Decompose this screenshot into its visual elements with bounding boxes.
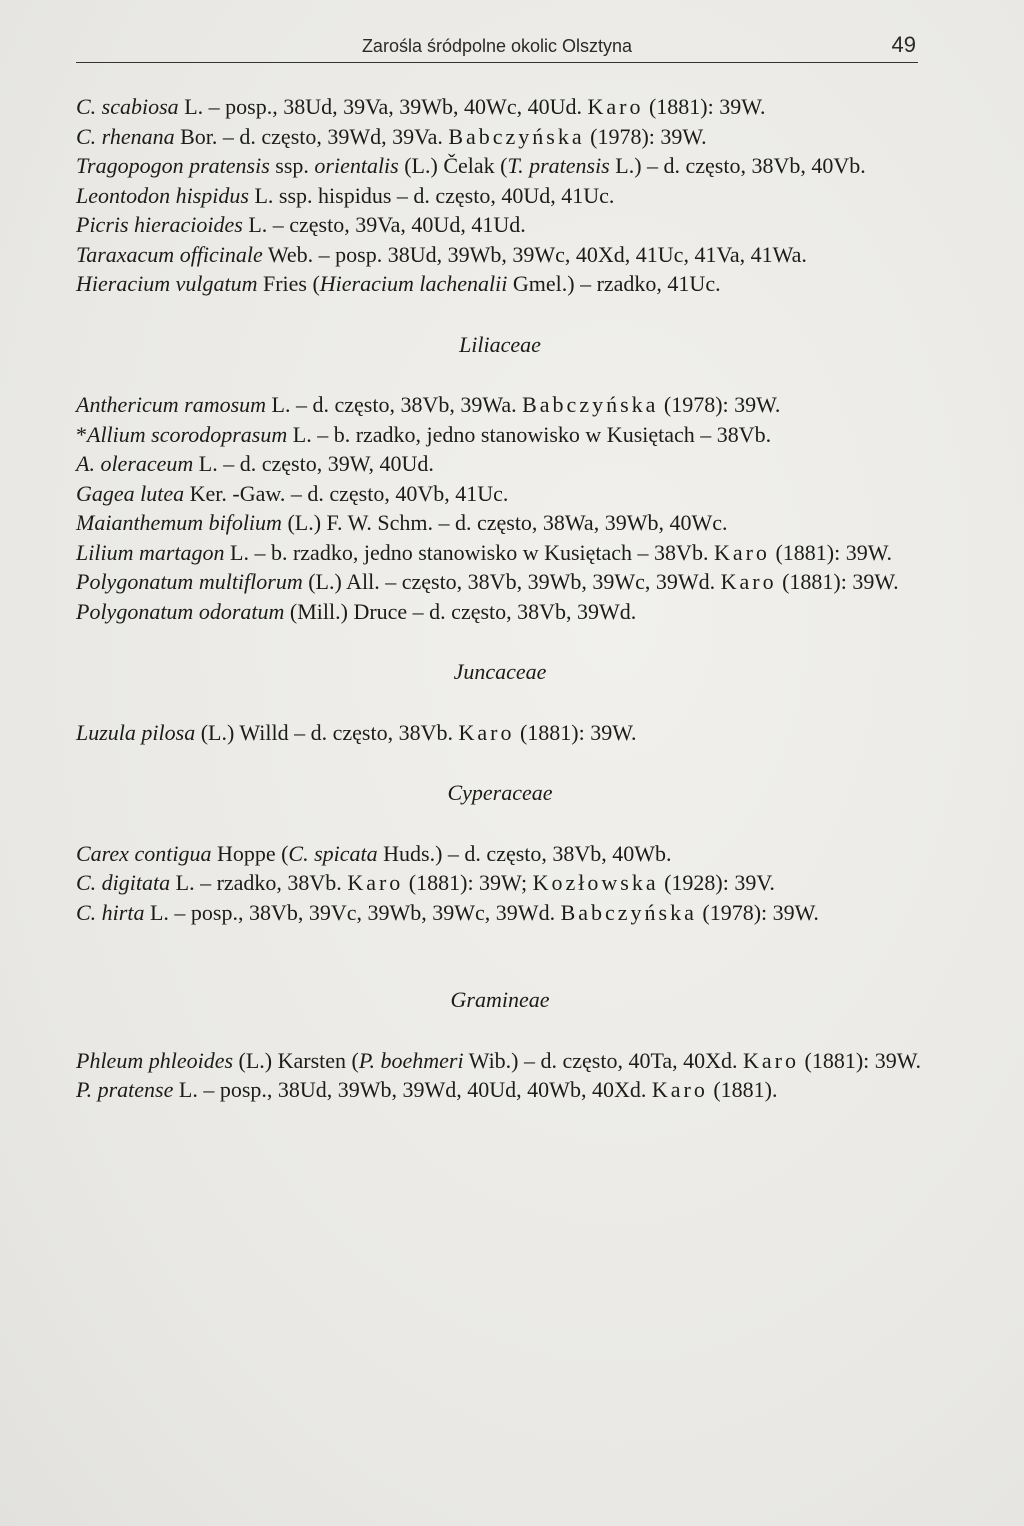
running-header xyxy=(76,34,918,63)
entry-text: (L.) Čelak ( xyxy=(398,153,508,178)
entry-text: L. – rzadko, 38Vb. xyxy=(170,870,348,895)
entry-tail: (1881): 39W. xyxy=(514,719,637,745)
species-entry xyxy=(76,1075,924,1105)
author-name: Karo xyxy=(720,569,777,594)
species-name: Hieracium vulgatum xyxy=(76,271,258,296)
running-title: Zarośla śródpolne okolic Olsztyna xyxy=(361,36,633,56)
species-entry xyxy=(76,122,924,152)
author-name: Babczyńska xyxy=(448,123,585,149)
species-entry xyxy=(76,181,924,211)
family-heading: Gramineae xyxy=(450,987,550,1012)
entry-text: (L.) F. W. Schm. – d. często, 38Wa, 39Wb, 40Wc. xyxy=(281,510,728,535)
synonym-name: C. spicata xyxy=(288,840,378,866)
author-name: Babczyńska xyxy=(560,899,697,925)
species-name: C. rhenana xyxy=(76,123,175,149)
species-entry xyxy=(76,718,924,748)
species-name: Leontodon hispidus xyxy=(76,182,249,208)
synonym-name: T. pratensis xyxy=(507,153,610,178)
entry-text: Web. – posp. 38Ud, 39Wb, 39Wc, 40Xd, 41Uc, 41Va, 41Wa. xyxy=(262,241,807,267)
species-name: Tragopogon pratensis xyxy=(76,153,270,178)
entry-text: (Mill.) Druce – d. często, 38Vb, 39Wd. xyxy=(284,598,637,624)
entry-text: L. – d. często, 38Vb, 39Wa. xyxy=(266,392,523,417)
species-entry xyxy=(76,508,924,538)
species-entry xyxy=(76,92,924,122)
entry-tail: Gmel.) – rzadko, 41Uc. xyxy=(507,271,721,296)
species-name: Anthericum ramosum xyxy=(76,392,267,417)
species-name: Picris hieracioides xyxy=(76,212,243,237)
entry-tail: L.) – d. często, 38Vb, 40Vb. xyxy=(609,153,866,178)
entry-text: (L.) All. – często, 38Vb, 39Wb, 39Wc, 39Wd. xyxy=(302,569,721,594)
author-name: Karo xyxy=(651,1077,708,1102)
species-name: Lilium martagon xyxy=(76,539,225,565)
entry-text: L. – b. rzadko, jedno stanowisko w Kusiętach – 38Vb. xyxy=(224,539,714,565)
species-entry xyxy=(76,479,924,509)
entry-text: L. – posp., 38Ud, 39Wb, 39Wd, 40Ud, 40Wb, 40Xd. xyxy=(173,1077,652,1102)
entry-text: ssp. xyxy=(269,153,315,178)
entry-tail: (1978): 39W. xyxy=(584,123,707,149)
species-name: Taraxacum officinale xyxy=(76,241,263,267)
species-name: C. hirta xyxy=(76,899,145,925)
entry-text: L. – posp., 38Ud, 39Va, 39Wb, 40Wc, 40Ud. xyxy=(178,94,588,119)
species-entry xyxy=(76,269,924,299)
species-name: C. scabiosa xyxy=(76,94,179,119)
species-name: Luzula pilosa xyxy=(76,719,196,745)
species-name: A. oleraceum xyxy=(76,451,194,476)
author-name: Kozłowska xyxy=(532,870,659,895)
novelty-marker: * xyxy=(76,421,87,447)
entry-tail: (1978): 39W. xyxy=(658,392,781,417)
synonym-name: Hieracium lachenalii xyxy=(319,271,508,296)
author-name: Karo xyxy=(587,94,644,119)
species-name: Polygonatum multiflorum xyxy=(76,569,303,594)
species-entry xyxy=(76,240,924,270)
entry-tail: Huds.) – d. często, 38Vb, 40Wb. xyxy=(377,840,672,866)
entry-text: Ker. -Gaw. – d. często, 40Vb, 41Uc. xyxy=(184,480,509,506)
entry-text: Fries ( xyxy=(257,271,320,296)
species-entry xyxy=(76,597,924,627)
entry-text: L. – d. często, 39W, 40Ud. xyxy=(193,451,434,476)
species-entry xyxy=(76,868,924,898)
entry-tail: (1881): 39W. xyxy=(643,94,766,119)
entry-tail: (1928): 39V. xyxy=(658,870,775,895)
entry-text: L. – posp., 38Vb, 39Vc, 39Wb, 39Wc, 39Wd. xyxy=(144,899,561,925)
entry-tail: (1881). xyxy=(707,1077,778,1102)
author-name: Karo xyxy=(713,539,770,565)
species-name: P. pratense xyxy=(76,1077,174,1102)
species-entry xyxy=(76,390,924,420)
author-name: Karo xyxy=(458,719,515,745)
family-heading: Juncaceae xyxy=(453,659,547,684)
species-name: Carex contigua xyxy=(76,840,212,866)
entry-tail: (1978): 39W. xyxy=(696,899,819,925)
entry-text: L. – b. rzadko, jedno stanowisko w Kusiętach – 38Vb. xyxy=(287,421,772,447)
species-entry xyxy=(76,420,924,450)
entry-text: Hoppe ( xyxy=(211,840,289,866)
entry-text: (L.) Karsten ( xyxy=(233,1047,359,1073)
species-name: Allium scorodoprasum xyxy=(87,421,288,447)
species-entry xyxy=(76,449,924,479)
species-entry xyxy=(76,1046,924,1076)
page-number: 49 xyxy=(891,32,916,57)
species-name: Gagea lutea xyxy=(76,480,185,506)
species-name: Polygonatum odoratum xyxy=(76,598,285,624)
author-name: Karo xyxy=(743,1047,800,1073)
species-name: Phleum phleoides xyxy=(76,1047,234,1073)
author-name: Karo xyxy=(347,870,404,895)
species-entry xyxy=(76,210,924,240)
author-name: Babczyńska xyxy=(522,392,659,417)
species-entry xyxy=(76,151,924,181)
entry-text: Wib.) – d. często, 40Ta, 40Xd. xyxy=(463,1047,744,1073)
species-entry xyxy=(76,839,924,869)
subspecies-name: orientalis xyxy=(314,153,399,178)
species-list xyxy=(76,92,924,1105)
family-heading: Cyperaceae xyxy=(447,780,553,805)
entry-text: (1881): 39W; xyxy=(403,870,533,895)
entry-tail: (1881): 39W. xyxy=(799,1047,922,1073)
synonym-name: P. boehmeri xyxy=(358,1047,464,1073)
entry-tail: (1881): 39W. xyxy=(769,539,892,565)
entry-text: L. ssp. hispidus – d. często, 40Ud, 41Uc. xyxy=(248,182,615,208)
species-entry xyxy=(76,898,924,928)
species-entry xyxy=(76,567,924,597)
species-entry xyxy=(76,538,924,568)
species-name: Maianthemum bifolium xyxy=(76,510,282,535)
species-name: C. digitata xyxy=(76,870,171,895)
entry-text: Bor. – d. często, 39Wd, 39Va. xyxy=(174,123,449,149)
entry-text: L. – często, 39Va, 40Ud, 41Ud. xyxy=(242,212,526,237)
entry-tail: (1881): 39W. xyxy=(776,569,899,594)
entry-text: (L.) Willd – d. często, 38Vb. xyxy=(195,719,459,745)
family-heading: Liliaceae xyxy=(459,331,541,357)
